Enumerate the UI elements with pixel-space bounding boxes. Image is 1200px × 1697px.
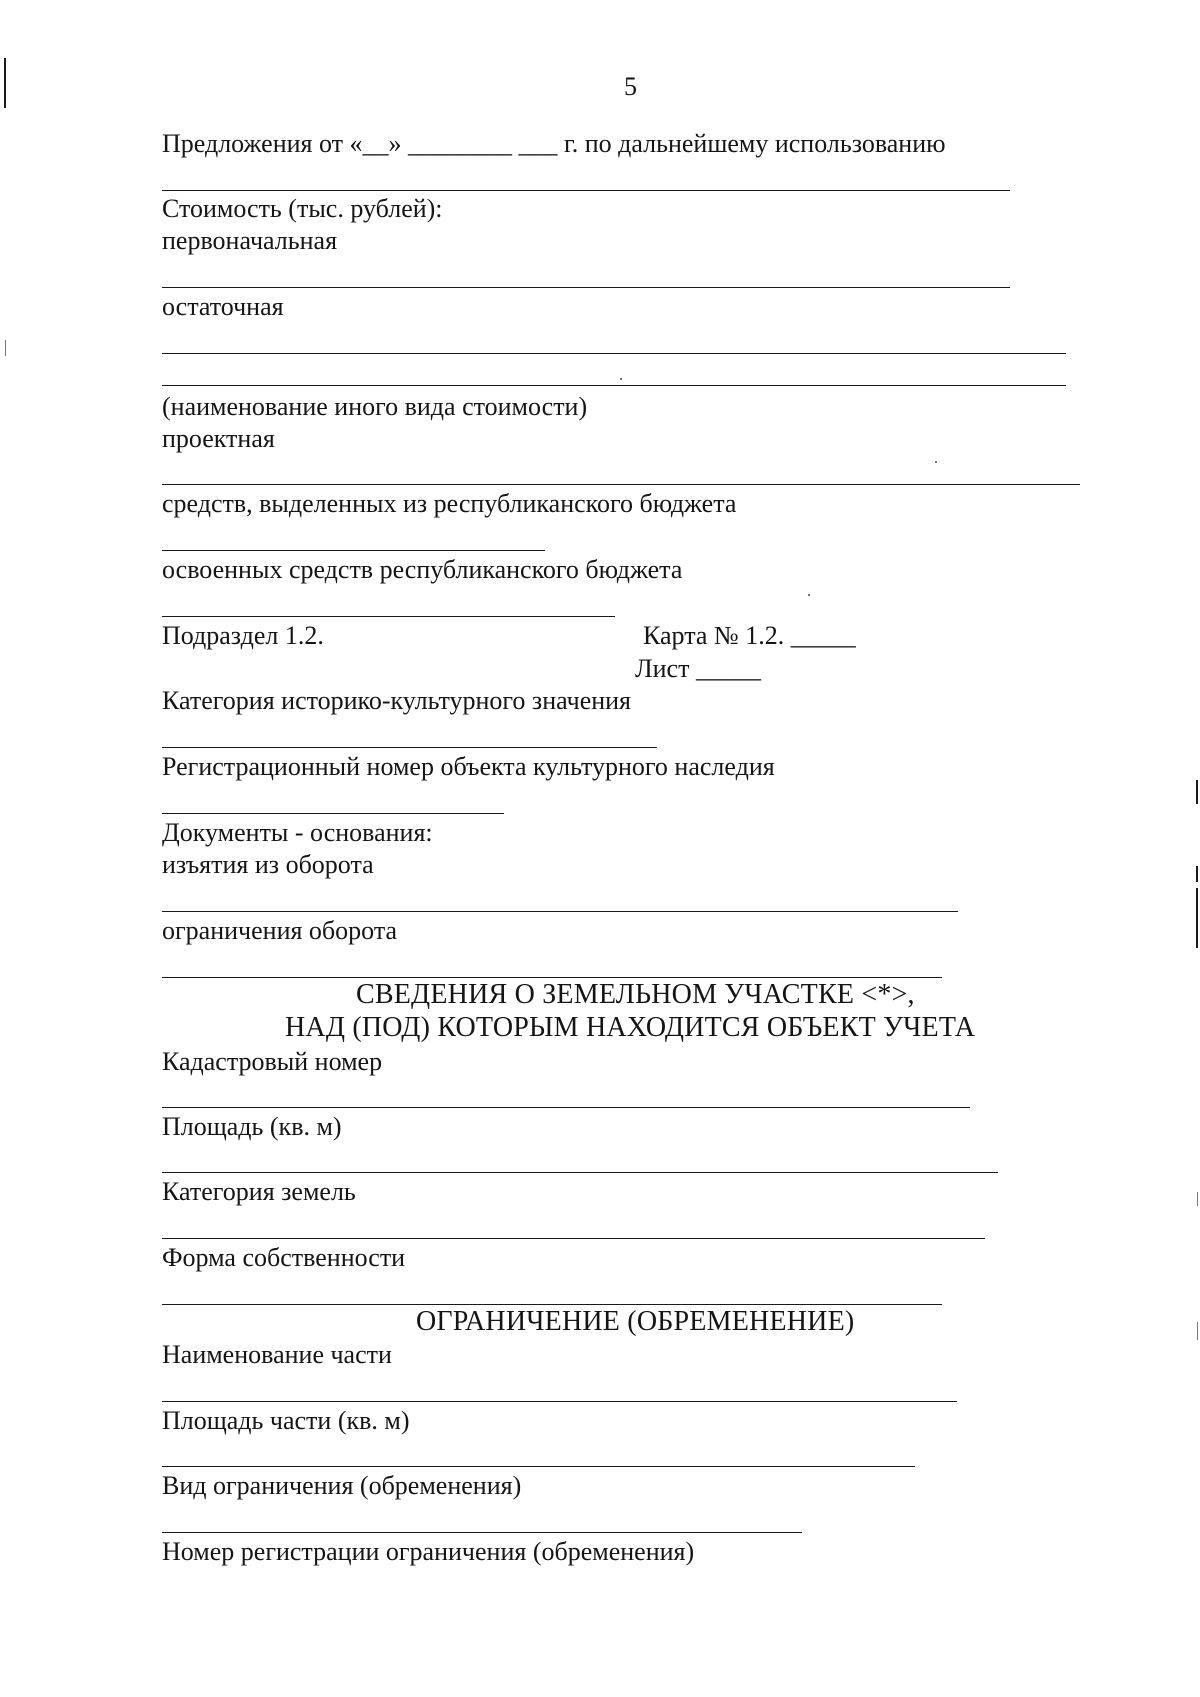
- cost-allocated-label: средств, выделенных из республиканского бюджета: [162, 489, 737, 518]
- encumbrance-type-label: Вид ограничения (обременения): [162, 1471, 522, 1500]
- scan-mark-right-3: [1196, 888, 1198, 948]
- ownership-blank: [162, 1304, 942, 1305]
- scan-mark-right-1: [1196, 780, 1198, 804]
- cost-design-label: проектная: [162, 424, 275, 453]
- cost-residual-blank: [162, 353, 1066, 354]
- category-historic-blank: [162, 747, 657, 748]
- ownership-label: Форма собственности: [162, 1243, 406, 1272]
- cost-spent-label: освоенных средств республиканского бюджета: [162, 555, 683, 584]
- cost-header: Стоимость (тыс. рублей):: [162, 194, 443, 223]
- card-number: Карта № 1.2. _____: [643, 621, 856, 650]
- registration-number-label: Регистрационный номер объекта культурного наследия: [162, 752, 775, 781]
- documents-header: Документы - основания:: [162, 818, 433, 847]
- cost-initial-blank: [162, 287, 1010, 288]
- encumbrance-type-blank: [162, 1532, 802, 1533]
- cost-spent-blank: [162, 616, 615, 617]
- withdrawal-label: изъятия из оборота: [162, 850, 374, 879]
- proposals-year-blank: ___: [518, 129, 558, 158]
- registration-number-blank: [162, 813, 504, 814]
- scan-mark-right-2: [1196, 866, 1198, 882]
- cadastral-blank: [162, 1107, 970, 1108]
- part-area-blank: [162, 1466, 915, 1467]
- land-section-title-2: НАД (ПОД) КОТОРЫМ НАХОДИТСЯ ОБЪЕКТ УЧЕТА: [285, 1012, 976, 1043]
- scan-mark-left-small: [5, 340, 6, 356]
- proposals-line: [162, 129, 946, 159]
- scan-mark-right-4: [1197, 1192, 1198, 1206]
- proposals-prefix: Предложения от «: [162, 129, 363, 158]
- cost-residual-label: остаточная: [162, 292, 284, 321]
- sheet-number: Лист _____: [635, 654, 761, 683]
- scan-dot: [620, 378, 622, 380]
- subsection-label: Подраздел 1.2.: [162, 621, 324, 650]
- cadastral-label: Кадастровый номер: [162, 1047, 383, 1076]
- part-name-label: Наименование части: [162, 1340, 392, 1369]
- cost-design-blank: [162, 484, 1080, 485]
- cost-other-caption: (наименование иного вида стоимости): [162, 392, 588, 421]
- proposals-suffix: г. по дальнейшему использованию: [557, 129, 946, 158]
- cost-initial-label: первоначальная: [162, 226, 338, 255]
- proposals-mid: »: [388, 129, 408, 158]
- scan-dot: [935, 461, 937, 463]
- area-label: Площадь (кв. м): [162, 1112, 342, 1141]
- proposals-month-blank: ________: [408, 129, 512, 158]
- category-historic-label: Категория историко-культурного значения: [162, 686, 632, 715]
- cost-allocated-blank: [162, 550, 545, 551]
- land-category-label: Категория земель: [162, 1177, 356, 1206]
- scan-dot: [808, 594, 810, 596]
- restriction-blank: [162, 977, 942, 978]
- part-area-label: Площадь части (кв. м): [162, 1406, 410, 1435]
- cost-other-blank: [162, 385, 1066, 386]
- part-name-blank: [162, 1401, 957, 1402]
- area-blank: [162, 1172, 998, 1173]
- restriction-label: ограничения оборота: [162, 916, 398, 945]
- proposals-day-blank: __: [362, 129, 389, 158]
- proposals-blank-line: [162, 190, 1010, 191]
- page-number: 5: [624, 72, 637, 101]
- encumbrance-section-title: ОГРАНИЧЕНИЕ (ОБРЕМЕНЕНИЕ): [416, 1306, 855, 1337]
- land-category-blank: [162, 1238, 985, 1239]
- land-section-title-1: СВЕДЕНИЯ О ЗЕМЕЛЬНОМ УЧАСТКЕ <*>,: [356, 979, 915, 1010]
- scan-mark-left: [4, 58, 6, 108]
- scan-mark-right-5: [1197, 1322, 1198, 1340]
- withdrawal-blank: [162, 911, 958, 912]
- encumbrance-registration-label: Номер регистрации ограничения (обременения): [162, 1537, 695, 1566]
